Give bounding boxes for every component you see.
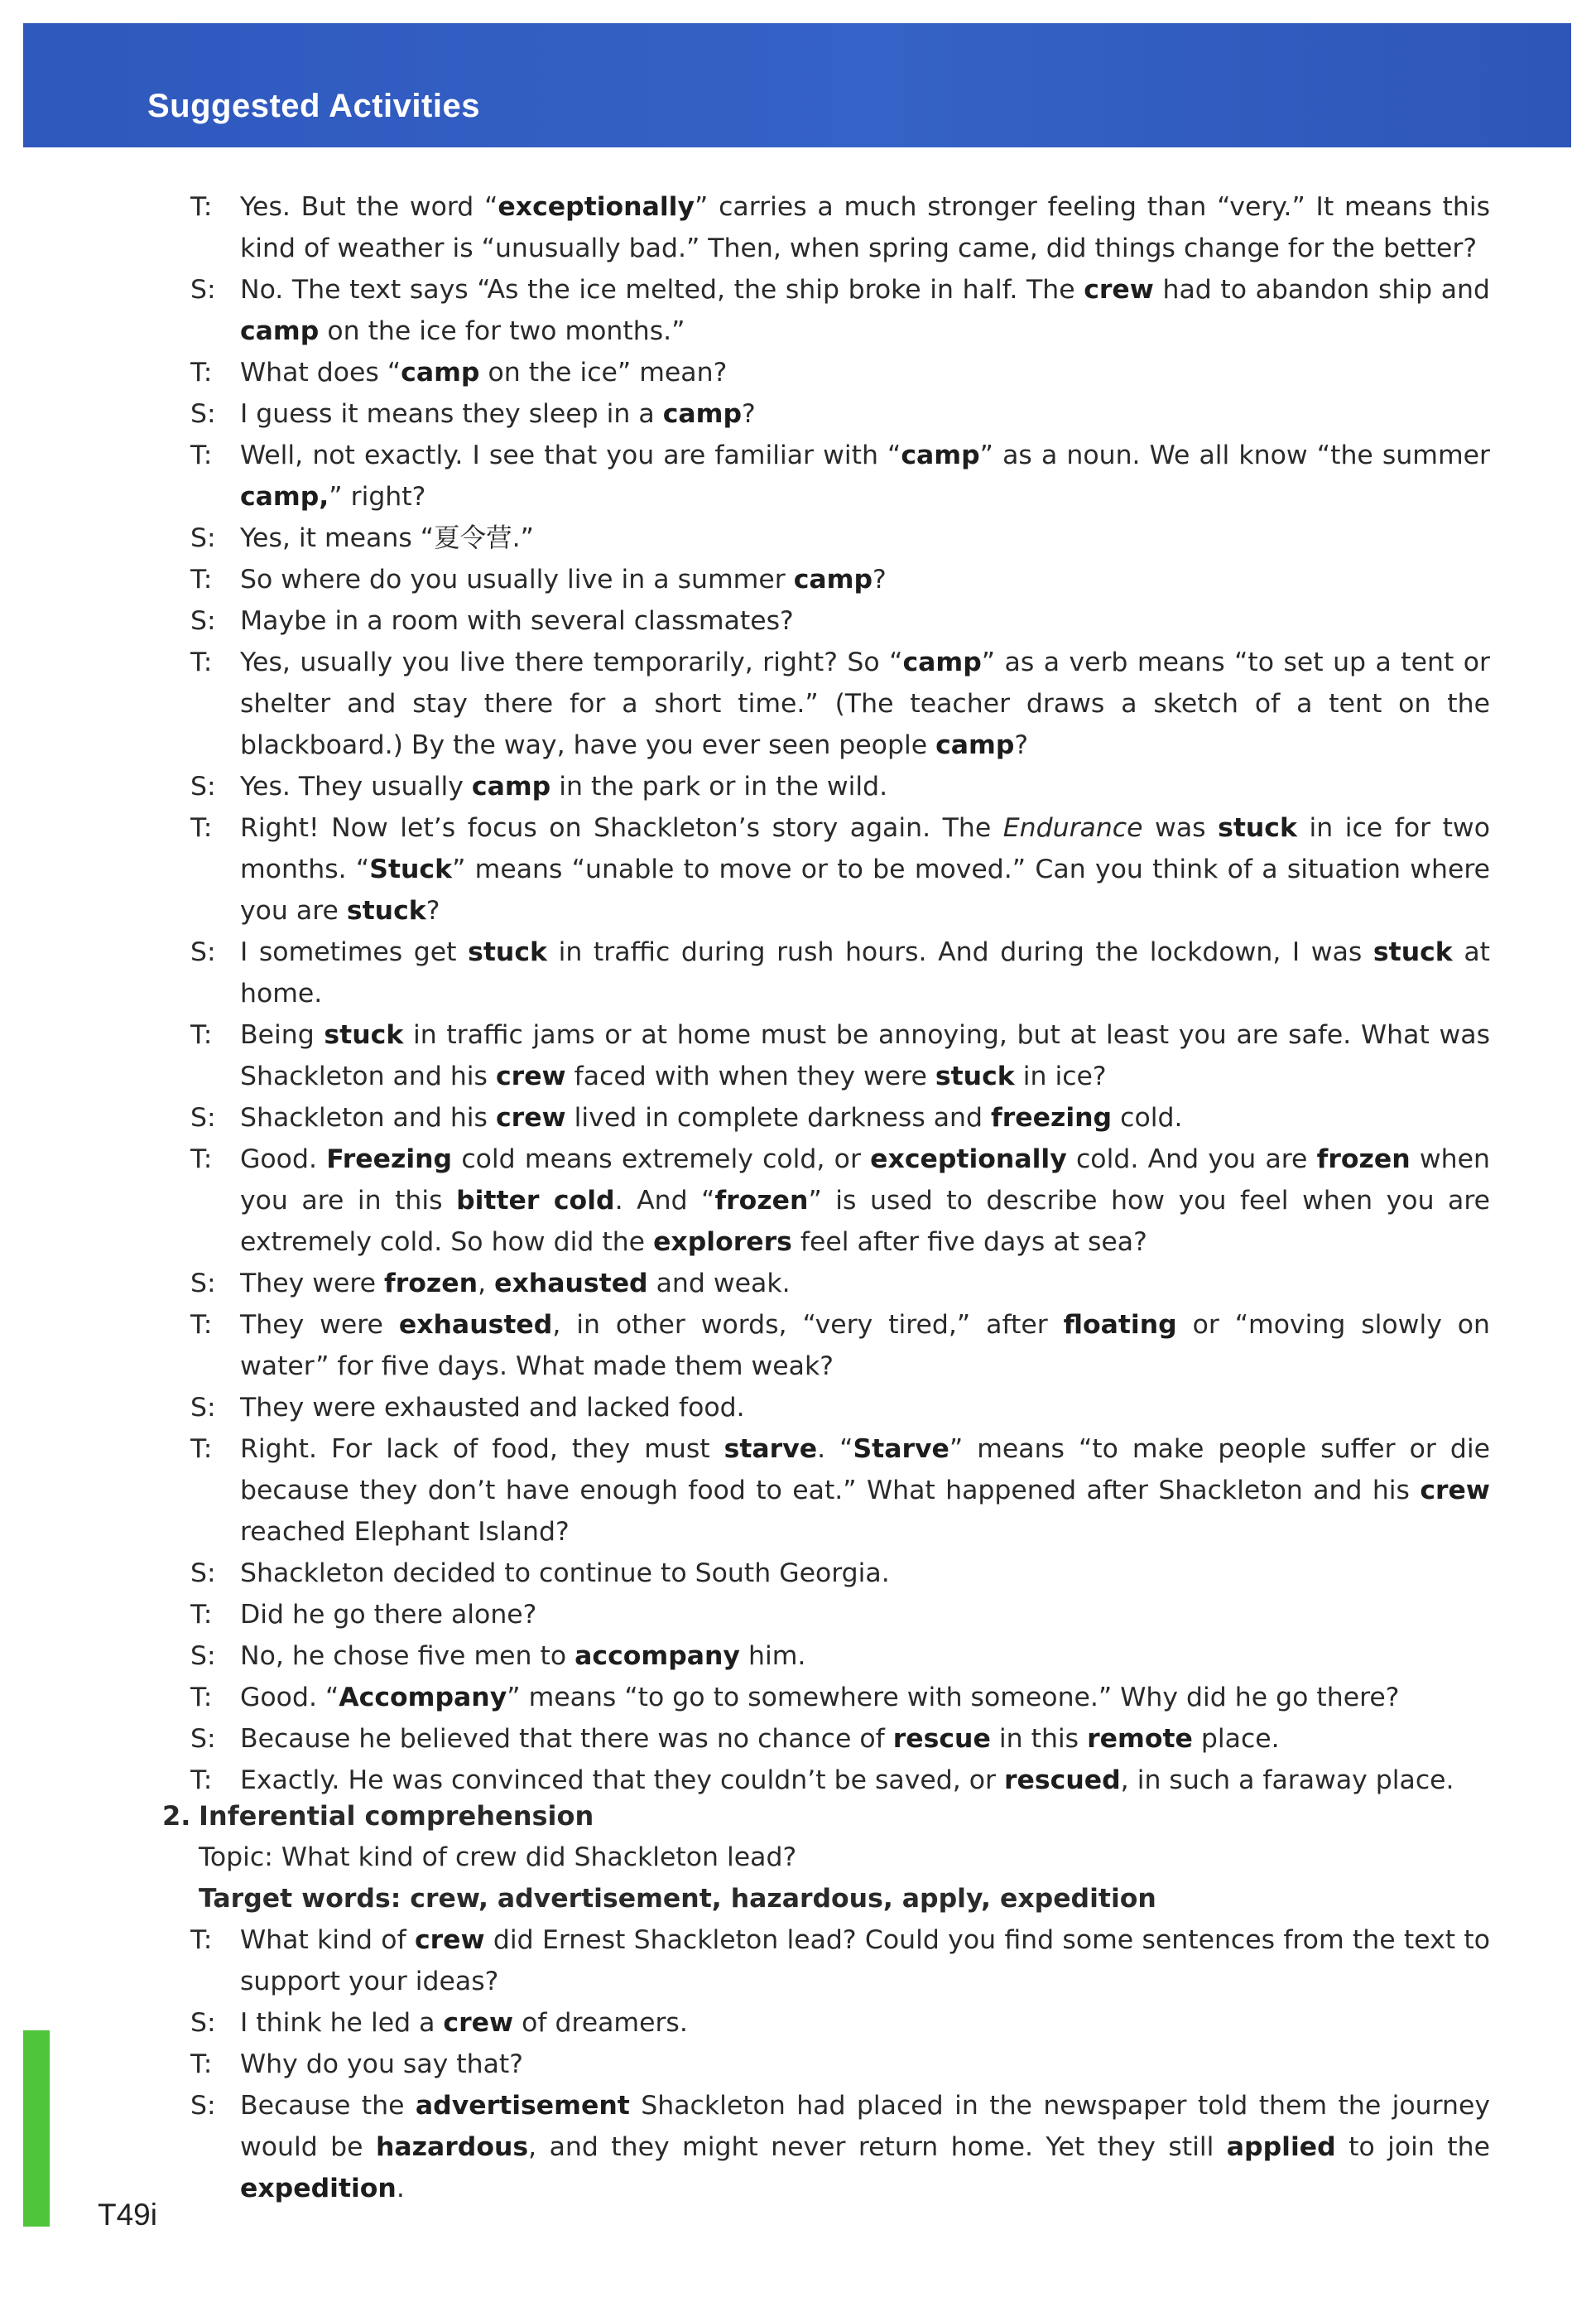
speaker-label: S:: [190, 1641, 216, 1671]
dialogue-text: in this: [990, 1724, 1088, 1754]
dialogue-line: [190, 807, 1490, 932]
dialogue-text: Good.: [240, 1144, 327, 1174]
speaker-label: T:: [190, 1144, 213, 1174]
page-margin-marker: [23, 2030, 50, 2227]
key-word: crew: [414, 1925, 485, 1955]
dialogue-line: [190, 1553, 1490, 1594]
section-target-words: Target words: crew, advertisement, hazardous, apply, expedition: [199, 1884, 1156, 1914]
dialogue-text: They were: [240, 1310, 399, 1340]
dialogue-line: [190, 559, 1490, 600]
key-word: stuck: [1372, 937, 1453, 967]
speaker-label: T:: [190, 1434, 213, 1464]
speaker-label: T:: [190, 1683, 213, 1712]
page-number: T49i: [98, 2198, 157, 2232]
key-word: expedition: [240, 2174, 397, 2203]
dialogue-line: [190, 2002, 1490, 2044]
key-word: stuck: [935, 1062, 1015, 1091]
dialogue-text: Exactly. He was convinced that they couldn’t be saved, or: [240, 1765, 1004, 1795]
dialogue-text: Why do you say that?: [240, 2049, 523, 2079]
dialogue-text: and weak.: [647, 1269, 791, 1298]
key-word: starve: [723, 1434, 818, 1464]
dialogue-text: ?: [873, 565, 887, 595]
speaker-label: S:: [190, 399, 216, 429]
dialogue-text: . “: [817, 1434, 853, 1464]
dialogue-text: in ice for two months. “: [240, 813, 1490, 884]
dialogue-text: reached Elephant Island?: [240, 1517, 570, 1547]
speaker-label: T:: [190, 192, 213, 222]
key-word: stuck: [468, 937, 547, 967]
speaker-label: T:: [190, 813, 213, 843]
dialogue-text: in traffic jams or at home must be annoying, but at least you are safe. What was Shackleton and his: [240, 1020, 1490, 1091]
dialogue-line: [190, 2085, 1490, 2209]
dialogue-text: ” means “to make people suffer or die because they don’t have enough food to eat.” What happened after Shackleton and his: [240, 1434, 1490, 1505]
dialogue-text: So where do you usually live in a summer: [240, 565, 794, 595]
dialogue-text: Good. “: [240, 1683, 339, 1712]
key-word: bitter cold: [456, 1186, 615, 1216]
dialogue-text: ” carries a much stronger feeling than “very.” It means this kind of weather is “unusually bad.” Then, when spring came, did things change for the better?: [240, 192, 1491, 263]
key-word: rescued: [1004, 1765, 1121, 1795]
dialogue-text: Because the: [240, 2091, 416, 2121]
speaker-label: S:: [190, 1393, 216, 1423]
dialogue-text: Being: [240, 1020, 324, 1050]
dialogue-text: Shackleton decided to continue to South Georgia.: [240, 1558, 890, 1588]
key-word: freezing: [991, 1103, 1113, 1133]
dialogue-line: [190, 1139, 1490, 1263]
dialogue-line: [190, 518, 1490, 559]
key-word: camp: [901, 441, 980, 470]
dialogue-text: when you are in this: [240, 1144, 1490, 1216]
key-word: camp,: [240, 482, 329, 512]
key-word: camp: [471, 772, 551, 802]
key-word: hazardous: [375, 2132, 529, 2162]
key-word: camp: [240, 316, 320, 346]
dialogue-line: [190, 1428, 1490, 1553]
speaker-label: S:: [190, 2091, 216, 2121]
key-word: frozen: [1316, 1144, 1411, 1174]
key-word: floating: [1063, 1310, 1177, 1340]
key-word: exceptionally: [870, 1144, 1067, 1174]
dialogue-line: [190, 1594, 1490, 1635]
dialogue-line: [190, 1919, 1490, 2002]
dialogue-text: on the ice” mean?: [479, 358, 728, 388]
italic-text: Endurance: [1002, 813, 1143, 843]
speaker-label: S:: [190, 523, 216, 553]
section-title: Suggested Activities: [147, 88, 480, 124]
key-word: camp: [662, 399, 742, 429]
section-heading-text: Inferential comprehension: [199, 1800, 594, 1832]
dialogue-line: [190, 2044, 1490, 2085]
speaker-label: S:: [190, 937, 216, 967]
dialogue-text: ” is used to describe how you feel when you are extremely cold. So how did the: [240, 1186, 1490, 1257]
key-word: crew: [443, 2008, 514, 2038]
dialogue-text: cold. And you are: [1066, 1144, 1317, 1174]
key-word: rescue: [892, 1724, 991, 1754]
dialogue-text: in ice?: [1014, 1062, 1107, 1091]
dialogue-text: in the park or in the wild.: [550, 772, 888, 802]
section-heading: [162, 1795, 1490, 1837]
dialogue-text: to join the: [1335, 2132, 1490, 2162]
speaker-label: S:: [190, 1724, 216, 1754]
key-word: stuck: [346, 896, 426, 926]
key-word: camp: [902, 648, 982, 677]
dialogue-text: .: [396, 2174, 405, 2203]
dialogue-text: I think he led a: [240, 2008, 444, 2038]
dialogue-line: [190, 1635, 1490, 1677]
speaker-label: T:: [190, 1925, 213, 1955]
dialogue-text: Yes. But the word “: [240, 192, 498, 222]
key-word: stuck: [1218, 813, 1297, 843]
dialogue-text: did Ernest Shackleton lead? Could you find some sentences from the text to support your ideas?: [240, 1925, 1490, 1996]
key-word: applied: [1226, 2132, 1336, 2162]
dialogue-text: cold.: [1112, 1103, 1183, 1133]
speaker-label: T:: [190, 565, 213, 595]
key-word: exhausted: [398, 1310, 553, 1340]
speaker-label: T:: [190, 1600, 213, 1630]
dialogue-text: Right. For lack of food, they must: [240, 1434, 724, 1464]
dialogue-text: cold means extremely cold, or: [452, 1144, 871, 1174]
key-word: explorers: [653, 1227, 792, 1257]
key-word: Accompany: [339, 1683, 507, 1712]
dialogue-line: [190, 269, 1490, 352]
key-word: Freezing: [326, 1144, 453, 1174]
dialogue-line: [190, 1718, 1490, 1760]
key-word: exceptionally: [498, 192, 695, 222]
dialogue-text: was: [1142, 813, 1219, 843]
speaker-label: T:: [190, 2049, 213, 2079]
section-number: 2.: [162, 1800, 191, 1832]
dialogue-line: [190, 1014, 1490, 1097]
dialogue-text: , in other words, “very tired,” after: [552, 1310, 1064, 1340]
speaker-label: T:: [190, 1310, 213, 1340]
dialogue-text: Yes, it means “夏令营.”: [240, 523, 534, 553]
dialogue-text: ,: [478, 1269, 495, 1298]
header-bar: [23, 23, 1571, 147]
key-word: camp: [401, 358, 480, 388]
speaker-label: S:: [190, 2008, 216, 2038]
speaker-label: S:: [190, 606, 216, 636]
dialogue-text: ” as a noun. We all know “the summer: [979, 441, 1490, 470]
dialogue-text: They were: [240, 1269, 385, 1298]
speaker-label: T:: [190, 1020, 213, 1050]
key-word: crew: [1084, 275, 1154, 305]
dialogue-line: [190, 1263, 1490, 1304]
speaker-label: T:: [190, 1765, 213, 1795]
dialogue-text: Shackleton and his: [240, 1103, 496, 1133]
dialogue-text: ?: [742, 399, 756, 429]
dialogue-text: ” as a verb means “to set up a tent or shelter and stay there for a short time.” (The teacher draws a sketch of a tent on the blackboard.) By the way, have you ever seen people: [240, 648, 1491, 760]
dialogue-text: I sometimes get: [240, 937, 469, 967]
dialogue-text: I guess it means they sleep in a: [240, 399, 663, 429]
dialogue-block: [162, 1919, 1490, 2209]
dialogue-text: ?: [1014, 730, 1029, 760]
speaker-label: S:: [190, 1269, 216, 1298]
speaker-label: T:: [190, 648, 213, 677]
dialogue-text: No. The text says “As the ice melted, the ship broke in half. The: [240, 275, 1084, 305]
dialogue-text: ” means “unable to move or to be moved.” Can you think of a situation where you are: [240, 855, 1490, 926]
dialogue-text: They were exhausted and lacked food.: [240, 1393, 745, 1423]
dialogue-line: [190, 1097, 1490, 1139]
dialogue-block: [190, 186, 1490, 1801]
dialogue-text: faced with when they were: [565, 1062, 935, 1091]
dialogue-line: [190, 186, 1490, 269]
key-word: crew: [1420, 1476, 1490, 1505]
speaker-label: T:: [190, 441, 213, 470]
dialogue-text: . And “: [614, 1186, 715, 1216]
dialogue-line: [190, 1677, 1490, 1718]
key-word: advertisement: [415, 2091, 630, 2121]
dialogue-text: Yes. They usually: [240, 772, 472, 802]
key-word: crew: [495, 1062, 566, 1091]
dialogue-line: [190, 435, 1490, 518]
dialogue-line: [190, 393, 1490, 435]
key-word: frozen: [714, 1186, 809, 1216]
dialogue-text: Maybe in a room with several classmates?: [240, 606, 794, 636]
dialogue-text: lived in complete darkness and: [565, 1103, 992, 1133]
speaker-label: S:: [190, 772, 216, 802]
dialogue-text: or “moving slowly on water” for five days. What made them weak?: [240, 1310, 1490, 1381]
dialogue-text: , in such a faraway place.: [1120, 1765, 1454, 1795]
dialogue-text: ” means “to go to somewhere with someone.” Why did he go there?: [507, 1683, 1400, 1712]
key-word: frozen: [384, 1269, 478, 1298]
dialogue-text: place.: [1192, 1724, 1280, 1754]
dialogue-line: [190, 1304, 1490, 1387]
dialogue-text: in traffic during rush hours. And during the lockdown, I was: [546, 937, 1373, 967]
key-word: remote: [1087, 1724, 1193, 1754]
speaker-label: S:: [190, 1558, 216, 1588]
dialogue-text: No, he chose five men to: [240, 1641, 575, 1671]
key-word: accompany: [574, 1641, 740, 1671]
dialogue-text: had to abandon ship and: [1153, 275, 1490, 305]
dialogue-line: [190, 352, 1490, 393]
dialogue-text: feel after five days at sea?: [791, 1227, 1147, 1257]
key-word: Starve: [853, 1434, 949, 1464]
dialogue-text: Right! Now let’s focus on Shackleton’s story again. The: [240, 813, 1003, 843]
dialogue-text: What kind of: [240, 1925, 415, 1955]
dialogue-line: [190, 932, 1490, 1014]
dialogue-line: [190, 1387, 1490, 1428]
dialogue-text: Did he go there alone?: [240, 1600, 537, 1630]
key-word: camp: [793, 565, 873, 595]
dialogue-text: of dreamers.: [513, 2008, 688, 2038]
section-topic: Topic: What kind of crew did Shackleton lead?: [199, 1842, 797, 1872]
key-word: crew: [495, 1103, 566, 1133]
dialogue-text: ” right?: [329, 482, 426, 512]
key-word: camp: [935, 730, 1015, 760]
dialogue-text: What does “: [240, 358, 401, 388]
dialogue-text: on the ice for two months.”: [319, 316, 685, 346]
key-word: exhausted: [494, 1269, 648, 1298]
dialogue-text: Because he believed that there was no chance of: [240, 1724, 893, 1754]
speaker-label: S:: [190, 1103, 216, 1133]
section-inferential-comprehension: [162, 1795, 1490, 2209]
dialogue-text: Shackleton had placed in the newspaper told them the journey would be: [240, 2091, 1490, 2162]
dialogue-line: [190, 766, 1490, 807]
key-word: stuck: [324, 1020, 404, 1050]
dialogue-text: Well, not exactly. I see that you are familiar with “: [240, 441, 901, 470]
dialogue-text: him.: [739, 1641, 806, 1671]
dialogue-text: ?: [425, 896, 440, 926]
dialogue-text: at home.: [240, 937, 1490, 1009]
dialogue-line: [190, 642, 1490, 766]
key-word: Stuck: [369, 855, 453, 884]
speaker-label: T:: [190, 358, 213, 388]
dialogue-line: [190, 600, 1490, 642]
dialogue-text: Yes, usually you live there temporarily, right? So “: [240, 648, 903, 677]
dialogue-text: , and they might never return home. Yet they still: [528, 2132, 1227, 2162]
speaker-label: S:: [190, 275, 216, 305]
